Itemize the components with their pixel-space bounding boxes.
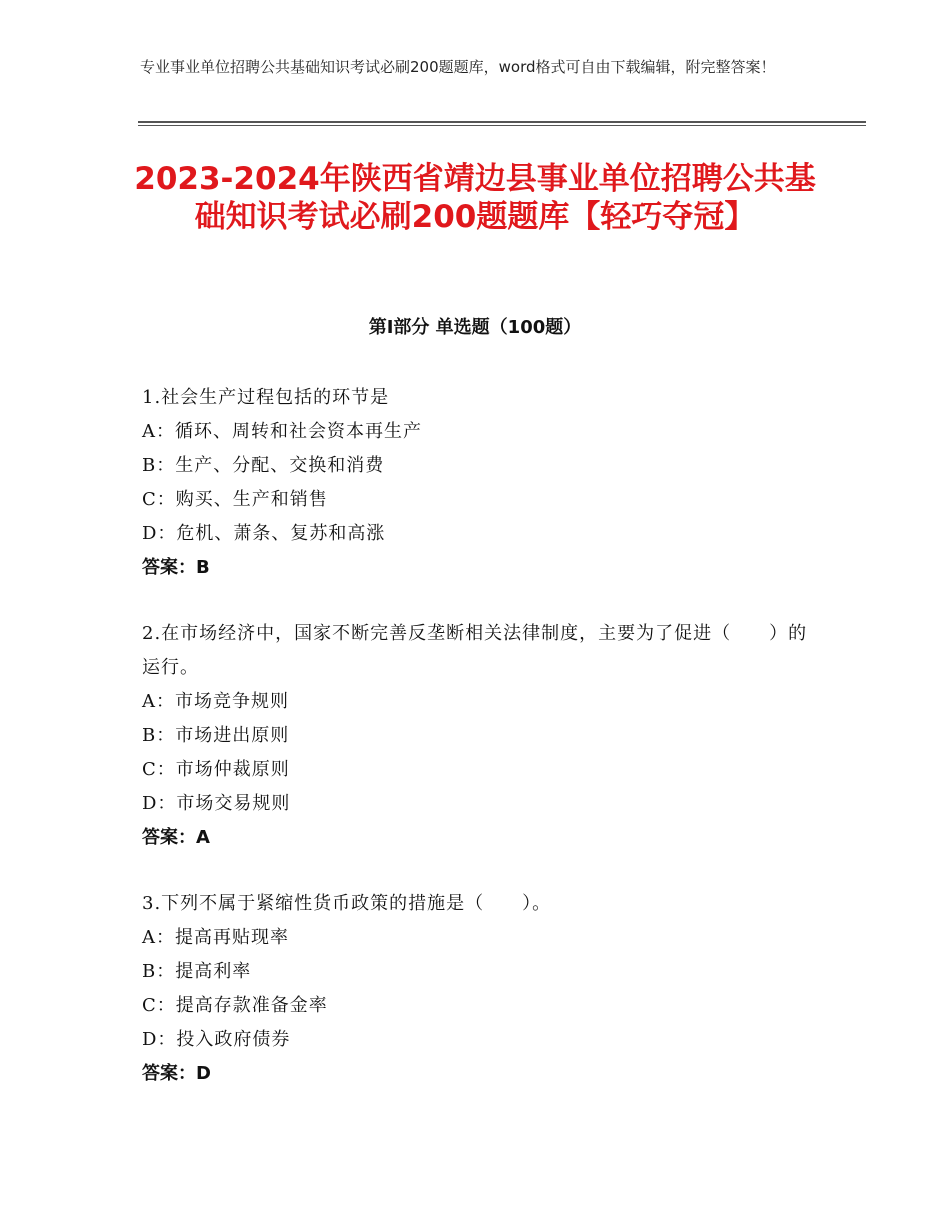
header-note: 专业事业单位招聘公共基础知识考试必刷200题题库，word格式可自由下载编辑，附完整答案！ [140,58,776,76]
section-title: 第I部分 单选题（100题） [368,317,582,338]
question-2 [142,617,822,855]
question-3 [142,887,822,1091]
option-a: A：市场竞争规则 [142,691,289,712]
option-a: A：提高再贴现率 [142,927,289,948]
option-d: D：危机、萧条、复苏和高涨 [142,523,386,544]
question-stem: 1.社会生产过程包括的环节是 [142,387,390,408]
answer: 答案：D [142,1063,211,1084]
answer: 答案：A [142,827,210,848]
document-title: 2023-2024年陕西省靖边县事业单位招聘公共基础知识考试必刷200题题库【轻巧夺冠】 [134,161,816,235]
option-c: C：市场仲裁原则 [142,759,290,780]
option-a: A：循环、周转和社会资本再生产 [142,421,422,442]
header-divider-thin [138,125,866,126]
option-b: B：市场进出原则 [142,725,290,746]
option-b: B：生产、分配、交换和消费 [142,455,385,476]
question-list [142,381,822,1123]
option-d: D：投入政府债券 [142,1029,291,1050]
question-1 [142,381,822,585]
option-c: C：购买、生产和销售 [142,489,328,510]
answer: 答案：B [142,557,210,578]
question-stem: 3.下列不属于紧缩性货币政策的措施是（ ）。 [142,893,552,914]
option-c: C：提高存款准备金率 [142,995,328,1016]
option-b: B：提高利率 [142,961,252,982]
header-divider [138,121,866,123]
question-stem: 2.在市场经济中，国家不断完善反垄断相关法律制度，主要为了促进（ ）的运行。 [142,623,808,678]
option-d: D：市场交易规则 [142,793,291,814]
